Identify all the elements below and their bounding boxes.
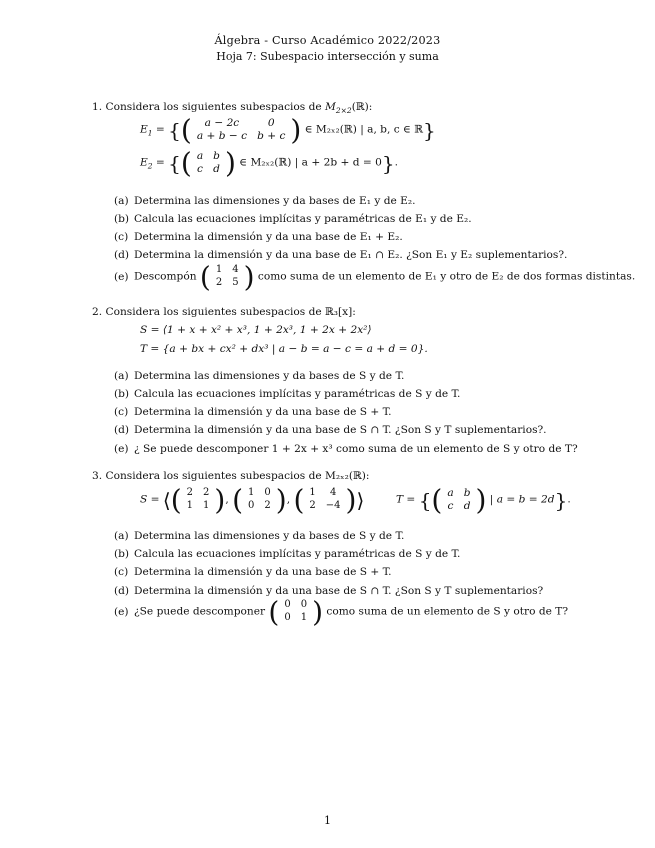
S-definition-p2: S = ⟨1 + x + x² + x³, 1 + 2x³, 1 + 2x + 2x²⟩	[140, 324, 372, 336]
p3-item-d: (d) Determina la dimensión y da una base de S ∩ T. ¿Son S y T suplementarios?	[114, 585, 544, 597]
p2-item-c: (c) Determina la dimensión y da una base de S + T.	[114, 406, 392, 418]
p3e-matrix: 0 0 0 1	[284, 599, 308, 623]
p3-item-a: (a) Determina las dimensiones y da bases de S y de T.	[114, 530, 405, 542]
page-number: 1	[324, 814, 331, 827]
problem-1-number: 1.	[92, 101, 103, 113]
E2-matrix	[192, 150, 225, 175]
E2-condition: ∈ M₂ₓ₂(ℝ) | a + 2b + d = 0	[239, 156, 382, 169]
problem-3-intro: 3. Considera los siguientes subespacios de M₂ₓ₂(ℝ):	[92, 470, 370, 482]
p2-item-e: (e) ¿ Se puede descomponer 1 + 2x + x³ como suma de un elemento de S y otro de T?	[114, 443, 578, 455]
E1-m21: a + b − c	[196, 129, 248, 142]
S-m2: 1 0 0 2	[248, 487, 271, 511]
E1-condition: ∈ M₂ₓ₂(ℝ) | a, b, c ∈ ℝ	[304, 123, 424, 136]
E2-m21: c	[197, 162, 203, 175]
T-matrix: a b c d	[447, 487, 471, 512]
p3-item-c: (c) Determina la dimensión y da una base de S + T.	[114, 566, 392, 578]
p1-item-b: (b) Calcula las ecuaciones implícitas y paramétricas de E₁ y de E₂.	[114, 213, 472, 225]
problem-1-space-field: (ℝ):	[351, 101, 373, 113]
page-title: Álgebra - Curso Académico 2022/2023	[214, 34, 441, 47]
E2-definition: $E_2$ = {( a b c d ) ∈ M₂ₓ₂(ℝ) | a + 2b + d = 0}.	[140, 146, 398, 180]
problem-2-number: 2.	[92, 306, 103, 318]
p1-item-e: (e) Descompón ( 1 4 2 5 ) como suma de un elemento de E₁ y otro de E₂ de dos formas distintas.	[114, 260, 636, 294]
E2-m12: b	[213, 150, 220, 162]
p1e-matrix: 1 4 2 5	[215, 264, 239, 288]
S-definition-p3: S = ⟨( 2 2 1 1 ), ( 1 0 0 2 ), ( 1 4 2 −4 )⟩	[140, 483, 365, 517]
E2-m22: d	[213, 162, 220, 175]
problem-1-space: M	[325, 101, 336, 113]
p1-item-c: (c) Determina la dimensión y da una base de E₁ + E₂.	[114, 231, 403, 243]
problem-2-intro: 2. Considera los siguientes subespacios de ℝ₃[x]:	[92, 306, 356, 318]
E1-m11: a − 2c	[204, 117, 240, 129]
S-m3: 1 4 2 −4	[309, 487, 341, 511]
E1-matrix	[192, 117, 291, 142]
p1-item-d: (d) Determina la dimensión y da una base de E₁ ∩ E₂. ¿Son E₁ y E₂ suplementarios?.	[114, 249, 568, 261]
E1-lhs: E	[140, 123, 148, 136]
S-m1: 2 2 1 1	[186, 487, 210, 511]
p3-item-e: (e) ¿Se puede descomponer ( 0 0 0 1 ) como suma de un elemento de S y otro de T?	[114, 595, 568, 629]
T-definition-p3: T = {( a b c d ) | a = b = 2d}.	[396, 483, 571, 517]
p3-item-b: (b) Calcula las ecuaciones implícitas y paramétricas de S y de T.	[114, 548, 461, 560]
page-subtitle: Hoja 7: Subespacio intersección y suma	[216, 50, 439, 63]
E2-m11: a	[196, 150, 204, 162]
E1-definition: $E_1$ = {( a − 2c 0 a + b − c b + c ) ∈ M₂ₓ₂(ℝ) | a, b, c ∈ ℝ}	[140, 113, 436, 147]
p2-item-a: (a) Determina las dimensiones y da bases de S y de T.	[114, 370, 405, 382]
problem-1-space-sub: 2×2	[335, 106, 352, 115]
problem-1-intro	[92, 101, 372, 117]
T-definition-p2: T = {a + bx + cx² + dx³ | a − b = a − c = a + d = 0}.	[140, 343, 428, 355]
problem-1-intro-text: Considera los siguientes subespacios de	[105, 101, 322, 113]
problem-3-number: 3.	[92, 470, 103, 482]
p2-item-d: (d) Determina la dimensión y da una base de S ∩ T. ¿Son S y T suplementarios?.	[114, 424, 547, 436]
E1-m12: 0	[267, 117, 275, 129]
p2-item-b: (b) Calcula las ecuaciones implícitas y paramétricas de S y de T.	[114, 388, 461, 400]
E1-m22: b + c	[257, 129, 286, 142]
p1-item-a: (a) Determina las dimensiones y da bases de E₁ y de E₂.	[114, 195, 416, 207]
